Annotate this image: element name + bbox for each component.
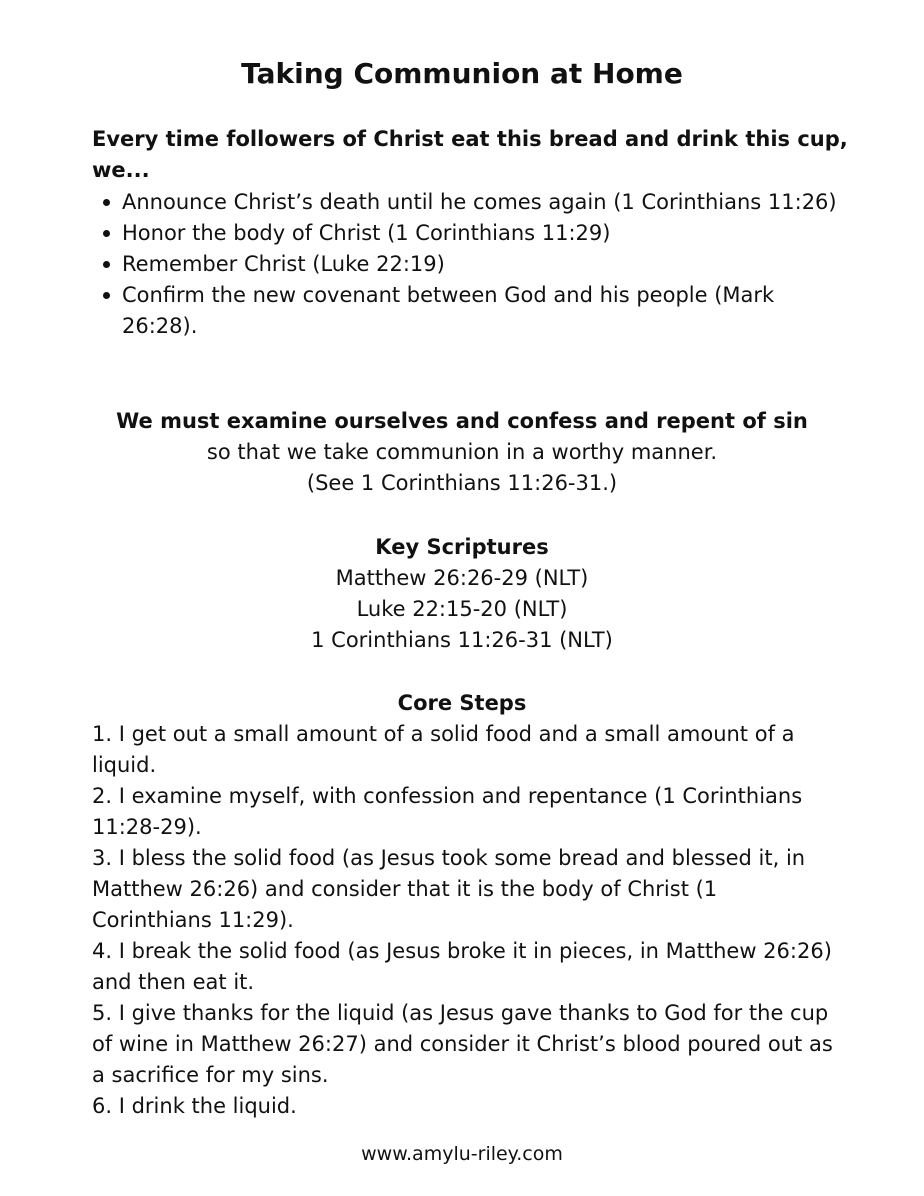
step-item: 1. I get out a small amount of a solid food and a small amount of a liquid. bbox=[92, 722, 795, 777]
list-item bbox=[92, 280, 837, 342]
step-item: 2. I examine myself, with confession and repentance (1 Corinthians 11:28-29). bbox=[92, 784, 803, 839]
bullet-icon bbox=[103, 230, 110, 237]
bullet-icon bbox=[103, 261, 110, 268]
core-steps-list bbox=[92, 719, 837, 1122]
step-item: 3. I bless the solid food (as Jesus took some bread and blessed it, in Matthew 26:26) and consider that it is the body of Christ (1 Corinthians 11:29). bbox=[92, 846, 806, 932]
examine-section bbox=[0, 406, 924, 499]
core-steps-heading: Core Steps bbox=[397, 691, 527, 715]
bullet-icon bbox=[103, 199, 110, 206]
examine-reference: (See 1 Corinthians 11:26-31.) bbox=[306, 471, 618, 495]
step-item: 5. I give thanks for the liquid (as Jesus gave thanks to God for the cup of wine in Matthew 26:27) and consider it Christ’s blood poured out as a sacrifice for my sins. bbox=[92, 1001, 833, 1087]
list-item bbox=[92, 187, 837, 218]
list-item bbox=[92, 249, 837, 280]
step-item: 4. I break the solid food (as Jesus broke it in pieces, in Matthew 26:26) and then eat it. bbox=[92, 939, 832, 994]
list-item bbox=[92, 218, 837, 249]
scripture-reference: 1 Corinthians 11:26-31 (NLT) bbox=[311, 628, 613, 652]
purpose-list bbox=[92, 187, 837, 342]
scripture-reference: Luke 22:15-20 (NLT) bbox=[356, 597, 568, 621]
examine-heading: We must examine ourselves and confess and repent of sin bbox=[116, 409, 808, 433]
key-scriptures-heading: Key Scriptures bbox=[375, 535, 549, 559]
list-item-text: Honor the body of Christ (1 Corinthians 11:29) bbox=[122, 221, 611, 245]
footer-website: www.amylu-riley.com bbox=[361, 1143, 563, 1165]
page-title: Taking Communion at Home bbox=[241, 57, 683, 90]
scripture-reference: Matthew 26:26-29 (NLT) bbox=[335, 566, 589, 590]
list-item-text: Announce Christ’s death until he comes again (1 Corinthians 11:26) bbox=[122, 190, 837, 214]
step-item: 6. I drink the liquid. bbox=[92, 1094, 297, 1118]
bullet-icon bbox=[103, 292, 110, 299]
examine-line: so that we take communion in a worthy manner. bbox=[206, 440, 718, 464]
list-item-text: Remember Christ (Luke 22:19) bbox=[122, 252, 445, 276]
key-scriptures-section bbox=[0, 532, 924, 656]
intro-statement: Every time followers of Christ eat this bread and drink this cup, we... bbox=[92, 127, 848, 182]
list-item-text: Confirm the new covenant between God and his people (Mark 26:28). bbox=[122, 283, 775, 338]
